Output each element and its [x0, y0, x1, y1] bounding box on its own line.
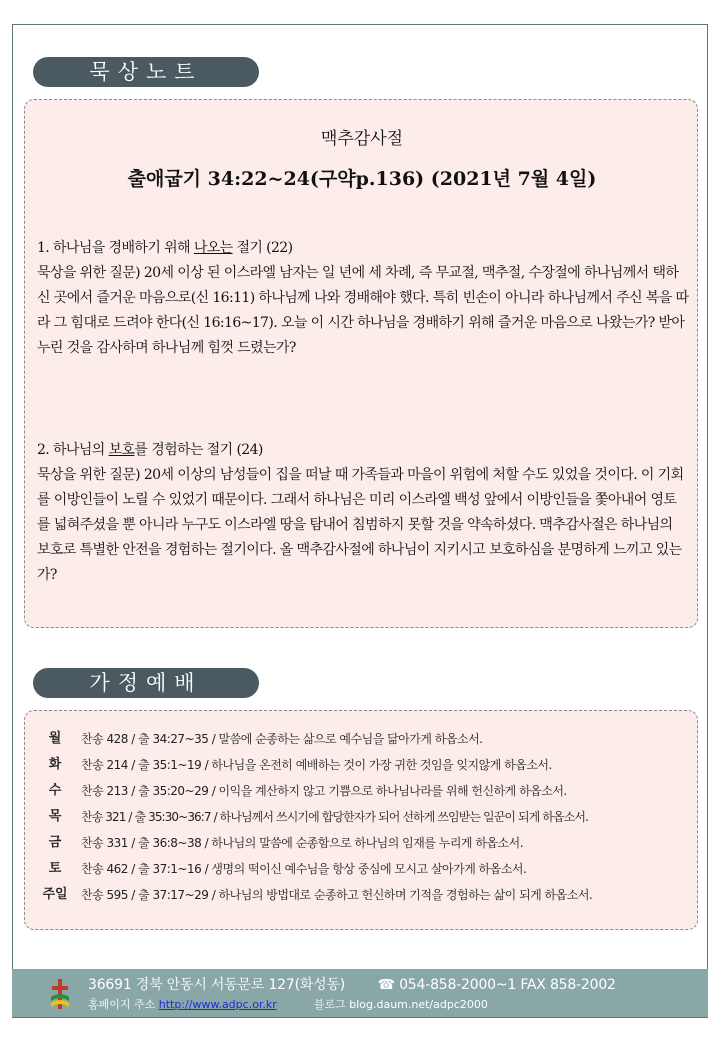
footer-blog-url[interactable]: blog.daum.net/adpc2000: [349, 998, 488, 1011]
point-1-title-underline: 나오는: [193, 240, 233, 256]
devotion-row: [25, 727, 699, 751]
devotion-row: [25, 857, 699, 881]
devotion-text: 찬송 462 / 출 37:1~16 / 생명의 떡이신 예수님을 항상 중심에 모시고 살아가게 하옵소서.: [81, 862, 527, 876]
devotion-text: 찬송 428 / 출 34:27~35 / 말씀에 순종하는 삶으로 예수님을 닮아가게 하옵소서.: [81, 732, 483, 746]
family-worship-box: [24, 710, 698, 930]
point-1-body: 묵상을 위한 질문) 20세 이상 된 이스라엘 남자는 일 년에 세 차례, 즉 무교절, 맥추절, 수장절에 하나님께서 택하신 곳에서 즐거운 마음으로(신 16:11) 하나님께 나와 경배해야 했다. 특히 빈손이 아니라 하나님께서 주신 복을 따라 그 힘대로 드려야 한다(신 16:16~17). 오늘 이 시간 하나님을 경배하기 위해 즐거운 마음으로 나왔는가? 받아 누린 것을 감사하며 하나님께 힘껏 드렸는가?: [37, 265, 689, 356]
devotion-day: 목: [48, 809, 62, 824]
footer-blog-label: 블로그: [313, 998, 346, 1011]
devotion-day: 금: [48, 835, 62, 850]
point-1-title-before: 1. 하나님을 경배하기 위해: [37, 240, 194, 256]
footer-contact-line: [88, 974, 616, 994]
point-2-body: 묵상을 위한 질문) 20세 이상의 남성들이 집을 떠날 때 가족들과 마을이 위험에 처할 수도 있었을 것이다. 이 기회를 이방인들이 노릴 수 있었기 때문이다. 그래서 하나님은 미리 이스라엘 백성 앞에서 이방인들을 쫓아내어 영토를 넓혀주셨을 뿐 아니라 누구도 이스라엘 땅을 탐내어 침범하지 못할 것을 약속하셨다. 맥추감사절은 하나님의 보호로 특별한 안전을 경험하는 절기이다. 올 맥추감사절에 하나님이 지키시고 보호하심을 분명하게 느끼고 있는가?: [37, 467, 684, 583]
meditation-point-2: [37, 438, 689, 588]
meditation-passage: 출애굽기 34:22~24(구약p.136) (2021년 7월 4일): [127, 168, 597, 190]
point-2-title-before: 2. 하나님의: [37, 442, 109, 458]
devotion-day: 토: [48, 861, 62, 876]
devotion-day: 주일: [42, 887, 68, 902]
devotion-day: 화: [48, 757, 62, 772]
devotion-day: 월: [48, 731, 62, 746]
footer-links-line: [88, 996, 488, 1012]
devotion-row: [25, 805, 699, 829]
devotion-text: 찬송 214 / 출 35:1~19 / 하나님을 온전히 예배하는 것이 가장 귀한 것임을 잊지않게 하옵소서.: [81, 758, 552, 772]
meditation-title: 맥추감사절: [320, 129, 404, 149]
meditation-box: [24, 99, 698, 628]
devotion-text: 찬송 321 / 출 35:30~36:7 / 하나님께서 쓰시기에 합당한자가 되어 선하게 쓰임받는 일꾼이 되게 하옵소서.: [81, 810, 589, 824]
point-2-title-after: 를 경험하는 절기 (24): [134, 442, 263, 458]
church-cross-logo-icon: [48, 977, 72, 1011]
devotion-row: [25, 883, 699, 907]
devotion-text: 찬송 331 / 출 36:8~38 / 하나님의 말씀에 순종함으로 하나님의 임재를 누리게 하옵소서.: [81, 836, 524, 850]
devotion-row: [25, 779, 699, 803]
footer: [12, 969, 708, 1017]
devotion-row: [25, 753, 699, 777]
footer-homepage-label: 홈페이지 주소: [88, 998, 156, 1011]
point-1-title-after: 절기 (22): [232, 240, 293, 256]
footer-phone: ☎ 054-858-2000~1 FAX 858-2002: [377, 977, 616, 993]
meditation-point-1: [37, 236, 689, 361]
footer-address: 36691 경북 안동시 서동문로 127(화성동): [88, 977, 346, 993]
devotion-text: 찬송 595 / 출 37:17~29 / 하나님의 방법대로 순종하고 헌신하며 기적을 경험하는 삶이 되게 하옵소서.: [81, 888, 593, 902]
point-2-title-underline: 보호: [108, 442, 135, 458]
section-title-meditation: 묵상노트: [33, 57, 259, 87]
devotion-text: 찬송 213 / 출 35:20~29 / 이익을 계산하지 않고 기쁨으로 하나님나라를 위해 헌신하게 하옵소서.: [81, 784, 567, 798]
devotion-day: 수: [48, 783, 62, 798]
devotion-row: [25, 831, 699, 855]
point-2-title: [37, 438, 689, 463]
point-1-title: [37, 236, 689, 261]
footer-homepage-link[interactable]: http://www.adpc.or.kr: [158, 998, 277, 1011]
section-title-family-worship: 가정예배: [33, 668, 259, 698]
